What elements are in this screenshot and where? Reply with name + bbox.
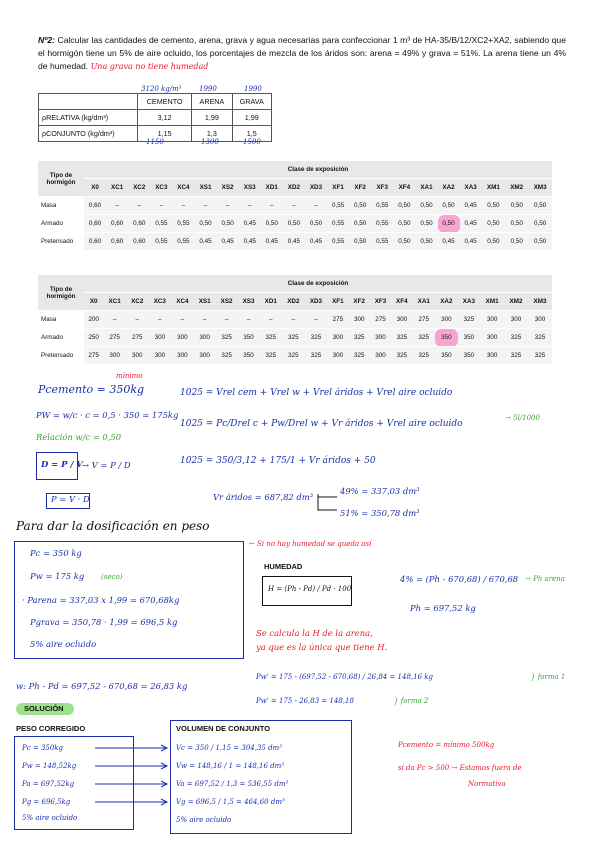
ph-value: Ph = 697,52 kg bbox=[410, 603, 476, 613]
density-header-empty bbox=[39, 94, 138, 110]
row-name: Armado bbox=[38, 215, 84, 233]
table-cell: 275 bbox=[327, 311, 348, 329]
table-cell: 0,50 bbox=[415, 233, 437, 251]
column-header: XS3 bbox=[238, 293, 260, 311]
table-cell: 300 bbox=[435, 311, 458, 329]
equation-3: 1025 = 350/3,12 + 175/1 + Vr áridos + 50 bbox=[180, 456, 376, 466]
peso-item: Pa = 697,52kg bbox=[22, 780, 75, 788]
table-cell: – bbox=[282, 311, 305, 329]
table-cell: – bbox=[103, 311, 126, 329]
table-cell: 350 bbox=[458, 329, 481, 347]
column-header: XM1 bbox=[482, 179, 505, 197]
column-header: XF3 bbox=[370, 293, 391, 311]
density-cell: 3,12 bbox=[138, 110, 192, 126]
final-note-2: si da Pc > 500 → Estamos fuera de bbox=[398, 764, 522, 772]
pw1-note: } forma 1 bbox=[531, 673, 566, 681]
table-cell: 0,45 bbox=[438, 233, 460, 251]
box1-aire: 5% aire ocluido bbox=[30, 639, 97, 649]
vr-51: 51% = 350,78 dm³ bbox=[340, 508, 420, 518]
column-header: XM2 bbox=[504, 293, 528, 311]
table-cell: 325 bbox=[528, 329, 552, 347]
vol-item: Vc = 350 / 1,15 = 304,35 dm³ bbox=[176, 744, 283, 752]
vol-title: VOLUMEN DE CONJUNTO bbox=[176, 724, 271, 733]
table-cell: 300 bbox=[370, 347, 391, 365]
table-cell: 325 bbox=[349, 347, 370, 365]
density-above-cement: 3120 kg/m³ bbox=[141, 85, 182, 93]
table-cell: 0,50 bbox=[415, 197, 437, 215]
table-cell: 0,45 bbox=[460, 215, 482, 233]
table-cell: 325 bbox=[528, 347, 552, 365]
column-header: XC1 bbox=[103, 293, 126, 311]
table-cell: 0,45 bbox=[460, 233, 482, 251]
wc-ratio-table-wrap bbox=[38, 161, 552, 251]
column-header: XF2 bbox=[349, 293, 370, 311]
box1-pw-note: (seco) bbox=[101, 573, 123, 581]
table-cell: 200 bbox=[84, 311, 103, 329]
table-cell: 325 bbox=[216, 347, 238, 365]
table-cell: 0,50 bbox=[482, 197, 505, 215]
cement-content-table-wrap bbox=[38, 275, 552, 365]
table-cell: 300 bbox=[480, 311, 504, 329]
density-cell: 1,99 bbox=[192, 110, 232, 126]
table-cell: 0,50 bbox=[393, 233, 415, 251]
column-header: XF4 bbox=[391, 293, 412, 311]
density-row-label: ρRELATIVA (kg/dm³) bbox=[39, 110, 138, 126]
table-cell: 0,50 bbox=[528, 215, 552, 233]
pw2-note: } forma 2 bbox=[394, 697, 429, 705]
table-cell: – bbox=[150, 197, 172, 215]
table-cell: 0,50 bbox=[438, 215, 460, 233]
vol-item: Vw = 148,16 / 1 = 148,16 dm³ bbox=[176, 762, 285, 770]
table-row bbox=[38, 347, 552, 365]
table-cell: 0,45 bbox=[283, 233, 305, 251]
column-header: XC2 bbox=[126, 293, 149, 311]
table-cell: 325 bbox=[260, 329, 283, 347]
column-header: XF1 bbox=[327, 293, 348, 311]
table-cell: 0,60 bbox=[106, 215, 128, 233]
row-header-cell: Tipo de hormigón bbox=[38, 161, 84, 197]
note-minimum-tag: mínimo bbox=[116, 372, 143, 380]
table-cell: 300 bbox=[149, 329, 172, 347]
column-header: XS1 bbox=[194, 293, 216, 311]
final-note-1: Pcemento = mínimo 500kg bbox=[398, 741, 495, 749]
column-header: XF1 bbox=[327, 179, 349, 197]
table-cell: 300 bbox=[171, 347, 194, 365]
note-pw: PW = w/c · c = 0,5 · 350 = 175kg bbox=[36, 410, 179, 420]
table-cell: 300 bbox=[149, 347, 172, 365]
pw1-calc: Pw' = 175 - (697,52 - 670,68) / 26,84 = 148,16 kg bbox=[256, 673, 433, 681]
wc-ratio-table bbox=[38, 161, 552, 251]
peso-title: PESO CORREGIDO bbox=[16, 724, 86, 733]
column-header: XF2 bbox=[349, 179, 371, 197]
peso-item: 5% aire ocluido bbox=[22, 814, 78, 822]
table-cell: 325 bbox=[412, 329, 435, 347]
column-header: XD1 bbox=[261, 179, 283, 197]
table-cell: 0,55 bbox=[327, 233, 349, 251]
column-header: XA1 bbox=[415, 179, 437, 197]
table-cell: 350 bbox=[435, 329, 458, 347]
row-name: Armado bbox=[38, 329, 84, 347]
table-cell: – bbox=[171, 311, 194, 329]
column-header: XA2 bbox=[435, 293, 458, 311]
table-cell: 0,55 bbox=[371, 215, 393, 233]
table-cell: 0,45 bbox=[217, 233, 239, 251]
table-cell: 0,45 bbox=[460, 197, 482, 215]
table-cell: 0,50 bbox=[283, 215, 305, 233]
table-cell: 250 bbox=[84, 329, 103, 347]
density-formula: D = P / V bbox=[41, 459, 83, 469]
table-cell: – bbox=[128, 197, 150, 215]
table-cell: – bbox=[305, 311, 328, 329]
table-cell: – bbox=[239, 197, 261, 215]
table-cell: 0,50 bbox=[305, 215, 327, 233]
peso-item: Pg = 696,5kg bbox=[22, 798, 71, 806]
arrows-icon bbox=[95, 740, 175, 820]
table-cell: 0,50 bbox=[482, 215, 505, 233]
density-table bbox=[38, 93, 272, 142]
humedad-title: HUMEDAD bbox=[264, 562, 303, 571]
equation-1: 1025 = Vrel cem + Vrel w + Vrel áridos + Vrel aire ocluido bbox=[180, 388, 453, 398]
table-cell: 325 bbox=[216, 329, 238, 347]
table-row bbox=[38, 329, 552, 347]
table-cell: 0,60 bbox=[106, 233, 128, 251]
cement-content-table bbox=[38, 275, 552, 365]
column-header: XM2 bbox=[505, 179, 528, 197]
vr-aridos: Vr áridos = 687,82 dm³ bbox=[213, 492, 314, 502]
density-below-sand: 1300 bbox=[201, 138, 219, 146]
column-header: XC3 bbox=[149, 293, 172, 311]
w-calc: w: Ph - Pd = 697,52 - 670,68 = 26,83 kg bbox=[16, 681, 188, 691]
heading-peso: Para dar la dosificación en peso bbox=[16, 519, 210, 533]
table-cell: 300 bbox=[504, 311, 528, 329]
pw2-calc: Pw' = 175 - 26,83 = 148,18 bbox=[256, 697, 354, 705]
vol-item: Va = 697,52 / 1,3 = 536,55 dm³ bbox=[176, 780, 289, 788]
table-cell: 300 bbox=[194, 329, 216, 347]
density-cell: 1,99 bbox=[232, 110, 271, 126]
table-cell: 0,50 bbox=[482, 233, 505, 251]
column-header: XD1 bbox=[260, 293, 283, 311]
table-cell: 275 bbox=[126, 329, 149, 347]
table-cell: 0,55 bbox=[371, 233, 393, 251]
table-cell: 275 bbox=[103, 329, 126, 347]
table-cell: 0,50 bbox=[393, 215, 415, 233]
note-relacion: Relación w/c = 0,50 bbox=[36, 432, 122, 442]
density-below-gravel: 1500 bbox=[243, 138, 261, 146]
solucion-label: SOLUCIÓN bbox=[24, 704, 64, 713]
table-cell: 0,45 bbox=[239, 215, 261, 233]
table-cell: – bbox=[149, 311, 172, 329]
column-header: XC1 bbox=[106, 179, 128, 197]
column-header: XD3 bbox=[305, 293, 328, 311]
table-cell: – bbox=[194, 197, 216, 215]
table-cell: 300 bbox=[528, 311, 552, 329]
table-cell: 275 bbox=[412, 311, 435, 329]
bracket-arrow-icon bbox=[315, 494, 341, 514]
box1-pw: Pw = 175 kg bbox=[30, 571, 85, 581]
table-title-cell: Clase de exposición bbox=[84, 161, 552, 179]
table-cell: 0,50 bbox=[528, 197, 552, 215]
column-header: XA3 bbox=[460, 179, 482, 197]
table-cell: 0,50 bbox=[505, 233, 528, 251]
table-row bbox=[38, 311, 552, 329]
table-cell: 325 bbox=[391, 329, 412, 347]
table-cell: – bbox=[216, 311, 238, 329]
table-cell: 325 bbox=[504, 347, 528, 365]
table-cell: – bbox=[305, 197, 327, 215]
table-cell: 0,50 bbox=[261, 215, 283, 233]
table-cell: 325 bbox=[282, 347, 305, 365]
column-header: XC4 bbox=[171, 293, 194, 311]
column-header: XM1 bbox=[480, 293, 504, 311]
density-row-label: ρCONJUNTO (kg/dm³) bbox=[39, 126, 138, 142]
table-cell: 300 bbox=[391, 311, 412, 329]
table-cell: 325 bbox=[391, 347, 412, 365]
table-cell: 300 bbox=[327, 329, 348, 347]
problem-statement bbox=[38, 34, 566, 73]
box1-grava: Pgrava = 350,78 · 1,99 = 696,5 kg bbox=[30, 617, 178, 627]
table-cell: 0,50 bbox=[393, 197, 415, 215]
table-cell: 350 bbox=[238, 329, 260, 347]
table-cell: 0,55 bbox=[371, 197, 393, 215]
column-header: XS2 bbox=[216, 293, 238, 311]
column-header: XM3 bbox=[528, 293, 552, 311]
table-cell: 325 bbox=[305, 347, 328, 365]
table-cell: 350 bbox=[435, 347, 458, 365]
table-cell: 325 bbox=[504, 329, 528, 347]
table-cell: 350 bbox=[238, 347, 260, 365]
box1-arena: · Parena = 337,03 x 1,99 = 670,68kg bbox=[22, 595, 180, 605]
h-calc-note: → Ph arena bbox=[525, 575, 565, 583]
red-note-2: ya que es la única que tiene H. bbox=[256, 642, 388, 652]
column-header: X0 bbox=[84, 293, 103, 311]
table-cell: – bbox=[106, 197, 128, 215]
table-cell: 325 bbox=[349, 329, 370, 347]
table-cell: 0,50 bbox=[528, 233, 552, 251]
table-cell: 325 bbox=[282, 329, 305, 347]
table-row bbox=[38, 215, 552, 233]
table-cell: 0,50 bbox=[217, 215, 239, 233]
table-cell: 325 bbox=[305, 329, 328, 347]
table-cell: – bbox=[261, 197, 283, 215]
column-header: XA1 bbox=[412, 293, 435, 311]
table-cell: 300 bbox=[171, 329, 194, 347]
row-header-cell: Tipo de hormigón bbox=[38, 275, 84, 311]
table-cell: 0,50 bbox=[505, 215, 528, 233]
row-name: Pretensado bbox=[38, 347, 84, 365]
table-cell: 325 bbox=[458, 311, 481, 329]
vol-item: 5% aire ocluido bbox=[176, 816, 232, 824]
table-cell: 0,60 bbox=[84, 197, 106, 215]
box1-pc: Pc = 350 kg bbox=[30, 548, 82, 558]
vr-49: 49% = 337,03 dm³ bbox=[340, 486, 420, 496]
table-cell: 350 bbox=[458, 347, 481, 365]
column-header: XA3 bbox=[458, 293, 481, 311]
h-calc: 4% = (Ph - 670,68) / 670,68 bbox=[400, 574, 519, 584]
table-cell: 300 bbox=[480, 347, 504, 365]
row-name: Masa bbox=[38, 311, 84, 329]
red-note-1: Se calcula la H de la arena, bbox=[256, 628, 373, 638]
column-header: XC3 bbox=[150, 179, 172, 197]
table-cell: 0,60 bbox=[128, 215, 150, 233]
column-header: XS1 bbox=[194, 179, 216, 197]
volume-formula: → V = P / D bbox=[82, 460, 131, 470]
note-humedad: ← Si no hay humedad se queda así bbox=[249, 540, 372, 548]
table-cell: 0,50 bbox=[415, 215, 437, 233]
table-cell: 300 bbox=[480, 329, 504, 347]
density-cell: 1,5 bbox=[232, 126, 271, 142]
column-header: XF4 bbox=[393, 179, 415, 197]
table-cell: 0,50 bbox=[349, 215, 371, 233]
table-cell: 300 bbox=[194, 347, 216, 365]
vol-item: Vg = 696,5 / 1,5 = 464,60 dm³ bbox=[176, 798, 285, 806]
table-cell: – bbox=[194, 311, 216, 329]
table-cell: 0,60 bbox=[128, 233, 150, 251]
table-cell: – bbox=[217, 197, 239, 215]
problem-text: Calcular las cantidades de cemento, arena, grava y agua necesarias para confeccionar 1 m³ de HA-35/B/12/XC2+XA2, sabiendo que el hormigón tiene un 5% de aire ocluido, los porcentajes de mezcla de los áridos son: arena = 49% y grava = 51%. La arena tiene un 4% de humedad. bbox=[38, 35, 566, 71]
table-cell: – bbox=[283, 197, 305, 215]
mass-formula: P = V · D bbox=[51, 494, 90, 504]
table-cell: 325 bbox=[412, 347, 435, 365]
table-cell: 0,50 bbox=[194, 215, 216, 233]
table-cell: 0,55 bbox=[150, 215, 172, 233]
column-header: X0 bbox=[84, 179, 106, 197]
table-cell: 0,50 bbox=[349, 233, 371, 251]
table-cell: 275 bbox=[84, 347, 103, 365]
table-cell: – bbox=[238, 311, 260, 329]
table-cell: 0,45 bbox=[261, 233, 283, 251]
equation-2: 1025 = Pc/Drel c + Pw/Drel w + Vr áridos + Vrel aire ocluido bbox=[180, 419, 463, 429]
table-cell: 300 bbox=[370, 329, 391, 347]
table-cell: 0,45 bbox=[305, 233, 327, 251]
density-below-cement: 1150 bbox=[146, 138, 164, 146]
peso-item: Pc = 350kg bbox=[22, 744, 64, 752]
column-header: XS3 bbox=[239, 179, 261, 197]
final-note-3: Normativa bbox=[468, 780, 506, 788]
density-header-cement: CEMENTO bbox=[138, 94, 192, 110]
table-cell: 0,45 bbox=[194, 233, 216, 251]
table-cell: 300 bbox=[327, 347, 348, 365]
density-header-gravel: GRAVA bbox=[232, 94, 271, 110]
table-cell: 0,50 bbox=[438, 197, 460, 215]
table-cell: 300 bbox=[103, 347, 126, 365]
table-cell: 0,55 bbox=[327, 197, 349, 215]
table-cell: 0,55 bbox=[172, 233, 194, 251]
table-cell: 325 bbox=[260, 347, 283, 365]
table-cell: – bbox=[126, 311, 149, 329]
note-no-humidity: Una grava no tiene humedad bbox=[90, 62, 209, 71]
table-cell: 0,60 bbox=[84, 215, 106, 233]
table-cell: 300 bbox=[126, 347, 149, 365]
table-cell: 275 bbox=[370, 311, 391, 329]
table-cell: 0,55 bbox=[327, 215, 349, 233]
column-header: XD2 bbox=[282, 293, 305, 311]
table-cell: 300 bbox=[349, 311, 370, 329]
column-header: XA2 bbox=[438, 179, 460, 197]
column-header: XD2 bbox=[283, 179, 305, 197]
humedad-formula: H = (Ph - Pd) / Pd · 100 bbox=[268, 585, 352, 593]
column-header: XS2 bbox=[217, 179, 239, 197]
column-header: XD3 bbox=[305, 179, 327, 197]
note-pcemento: Pcemento = 350kg bbox=[38, 383, 145, 396]
table-cell: – bbox=[260, 311, 283, 329]
peso-item: Pw = 148,52kg bbox=[22, 762, 77, 770]
problem-number: Nº2: bbox=[38, 35, 55, 45]
row-name: Masa bbox=[38, 197, 84, 215]
table-cell: – bbox=[172, 197, 194, 215]
table-cell: 0,45 bbox=[239, 233, 261, 251]
table-cell: 0,50 bbox=[505, 197, 528, 215]
density-above-sand: 1990 bbox=[199, 85, 217, 93]
column-header: XC4 bbox=[172, 179, 194, 197]
table-row bbox=[38, 233, 552, 251]
table-title-cell: Clase de exposición bbox=[84, 275, 552, 293]
table-cell: 0,55 bbox=[150, 233, 172, 251]
table-cell: 0,60 bbox=[84, 233, 106, 251]
density-cell: 1,15 bbox=[138, 126, 192, 142]
column-header: XF3 bbox=[371, 179, 393, 197]
row-name: Pretensado bbox=[38, 233, 84, 251]
equation-2-note: → 5l/1000 bbox=[505, 414, 540, 422]
table-row bbox=[38, 197, 552, 215]
table-cell: 0,50 bbox=[349, 197, 371, 215]
column-header: XC2 bbox=[128, 179, 150, 197]
column-header: XM3 bbox=[528, 179, 552, 197]
density-above-gravel: 1990 bbox=[244, 85, 262, 93]
density-header-sand: ARENA bbox=[192, 94, 232, 110]
table-cell: 0,55 bbox=[172, 215, 194, 233]
density-cell: 1,3 bbox=[192, 126, 232, 142]
